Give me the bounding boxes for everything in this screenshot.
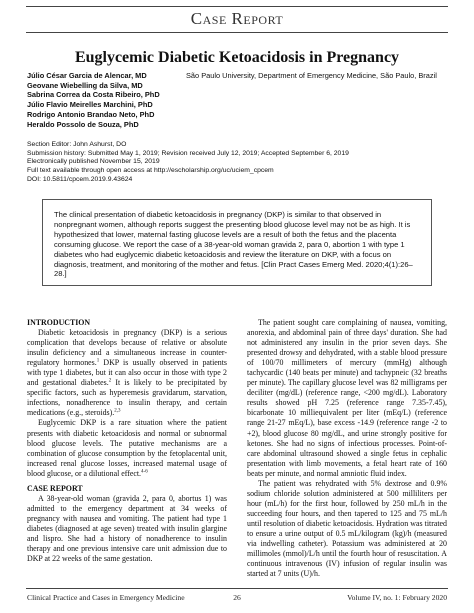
article-title: Euglycemic Diabetic Ketoacidosis in Pregnancy bbox=[74, 49, 400, 66]
publish-date: Electronically published November 15, 2019 bbox=[27, 158, 160, 166]
affiliation: São Paulo University, Department of Emergency Medicine, São Paulo, Brazil bbox=[186, 71, 437, 80]
citation-ref: 2 bbox=[108, 378, 112, 384]
footer-journal-name: Clinical Practice and Cases in Emergency Medicine bbox=[27, 593, 185, 602]
author-name: Heraldo Possolo de Souza, PhD bbox=[27, 119, 139, 129]
footer-page-number: 26 bbox=[233, 593, 241, 602]
article-type-label: Case Report bbox=[190, 9, 284, 28]
citation-ref: 1 bbox=[96, 358, 100, 364]
footer-issue: Volume IV, no. 1: February 2020 bbox=[347, 593, 447, 602]
section-editor: Section Editor: John Ashurst, DO bbox=[27, 141, 127, 148]
abstract-text: The clinical presentation of diabetic ketoacidosis in pregnancy (DKP) is similar to that observed in nonpregnant women, although reports suggest the presenting blood glucose level may not be as high. It is hypothesized that lower, maternal fasting glucose levels are a result of both the fetus and the placenta consuming glucose. We report the case of a 38-year-old woman gravida 2, para 0, abortion 1 with type 1 diabetes who had euglycemic diabetic ketoacidosis and review the literature on DKP, with a focus on diagnosis, treatment, and monitoring of the mother and fetus. [Clin Pract Cases Emerg Med. 2020;4(1):26–28.] bbox=[54, 210, 413, 279]
citation-ref: 4-6 bbox=[141, 469, 148, 475]
author-name: Geovane Wiebelling da Silva, MD bbox=[27, 80, 143, 90]
case-paragraph-3: The patient was rehydrated with 5% dextrose and 0.9% sodium chloride solution administered at 500 milliliters per hour (mL/h) for the first hour, followed by 250 mL/h in the succeeding four hours, and then tapered to 125 and 75 mL/h until resolution of diabetic ketoacidosis. Hydration was titrated to ensure a urine output of 0.5 mL/kilogram (kg)/h (measured via indwelling catheter). Potassium was administered at 20 millimoles (mmol)/L/h until the fourth hour of resuscitation. A continuous intravenous (IV) infusion of regular insulin was started at 7 units (U)/h. bbox=[247, 478, 447, 579]
case-paragraph-1: A 38-year-old woman (gravida 2, para 0, abortus 1) was admitted to the emergency department at 34 weeks of pregnancy with nausea and vomiting. The patient had type 1 diabetes (diagnosed at age seven) treated with insulin glargine and lispro. She had a history of nonadherence to insulin therapy and one previous intensive care unit admission due to DKP at 22 weeks of the same gestation. bbox=[27, 493, 227, 564]
footer-rule bbox=[26, 588, 448, 589]
intro-paragraph-2: Euglycemic DKP is a rare situation where the patient presents with diabetic ketoacidosis and normal or subnormal blood glucose levels. The putative mechanisms are a combination of glucose consumption by the fetoplacental unit, increased renal glucose losses, increased maternal usage of blood glucose, or a dilutional effect.$^{4-6}$ bbox=[27, 418, 227, 478]
doi-link[interactable]: DOI: 10.5811/cpcem.2019.9.43624 bbox=[27, 175, 133, 183]
fulltext-link[interactable]: Full text available through open access at http://escholarship.org/uc/uciem_cpcem bbox=[27, 167, 274, 175]
author-name: Sabrina Correa da Costa Ribeiro, PhD bbox=[27, 90, 160, 100]
section-heading-case-report: CASE REPORT bbox=[27, 483, 83, 493]
header-rule-bottom bbox=[26, 32, 448, 33]
left-column bbox=[27, 318, 227, 564]
right-column bbox=[247, 318, 447, 579]
submission-history: Submission history: Submitted May 1, 2019; Revision received July 12, 2019; Accepted September 6, 2019 bbox=[27, 149, 349, 157]
header-rule-top bbox=[26, 6, 448, 7]
case-paragraph-2: The patient sought care complaining of nausea, vomiting, anorexia, and abdominal pain of three days' duration. She had not administered any insulin in the prior seven days. She presented drowsy and dehydrated, with a stable blood pressure of 100/70 millimeters of mercury (mmHg) although tachycardic (140 beats per minute) and tachypneic (32 breaths per minute). The capillary glucose level was 82 milligrams per deciliter (mg/dL) (reference range, <200 mg/dL). Laboratory results showed pH 7.25 (reference range 7.35-7.45), bicarbonate 10 milliequivalent per liter (mEq/L) (reference range 21-27 mEq/L), base excess -14.9 (reference range -2 to +2), blood glucose 80 mg/dL, and urine strongly positive for ketones. She had no signs of infectious processes. Point-of-care abdominal ultrasound showed a single fetus in cephalic presentation with limb movements, a fetal heart rate of 160 beats per minute, and normal amniotic fluid index. bbox=[247, 318, 447, 478]
intro-paragraph-1: Diabetic ketoacidosis in pregnancy (DKP) is a serious complication that develops because of relative or absolute insulin deficiency and a simultaneous increase in counter-regulatory hormones.$^1$ DKP is usually observed in patients with type 1 diabetes, but it can also occur in those with type 2 and gestational diabetes.$^2$ It is likely to be precipitated by specific factors, such as hyperemesis gravidarum, starvation, infections, nonadherence to insulin therapy, and certain medications (e.g., steroids).$^{2,3}$ bbox=[27, 328, 227, 418]
author-name: Rodrigo Antonio Brandao Neto, PhD bbox=[27, 109, 155, 119]
article-metadata bbox=[27, 141, 349, 185]
author-list bbox=[27, 71, 160, 129]
author-name: Júlio Flavio Meirelles Marchini, PhD bbox=[27, 100, 153, 110]
citation-ref: 2,3 bbox=[114, 408, 121, 414]
section-heading-introduction: INTRODUCTION bbox=[27, 318, 91, 327]
author-name: Júlio César Garcia de Alencar, MD bbox=[27, 71, 147, 80]
